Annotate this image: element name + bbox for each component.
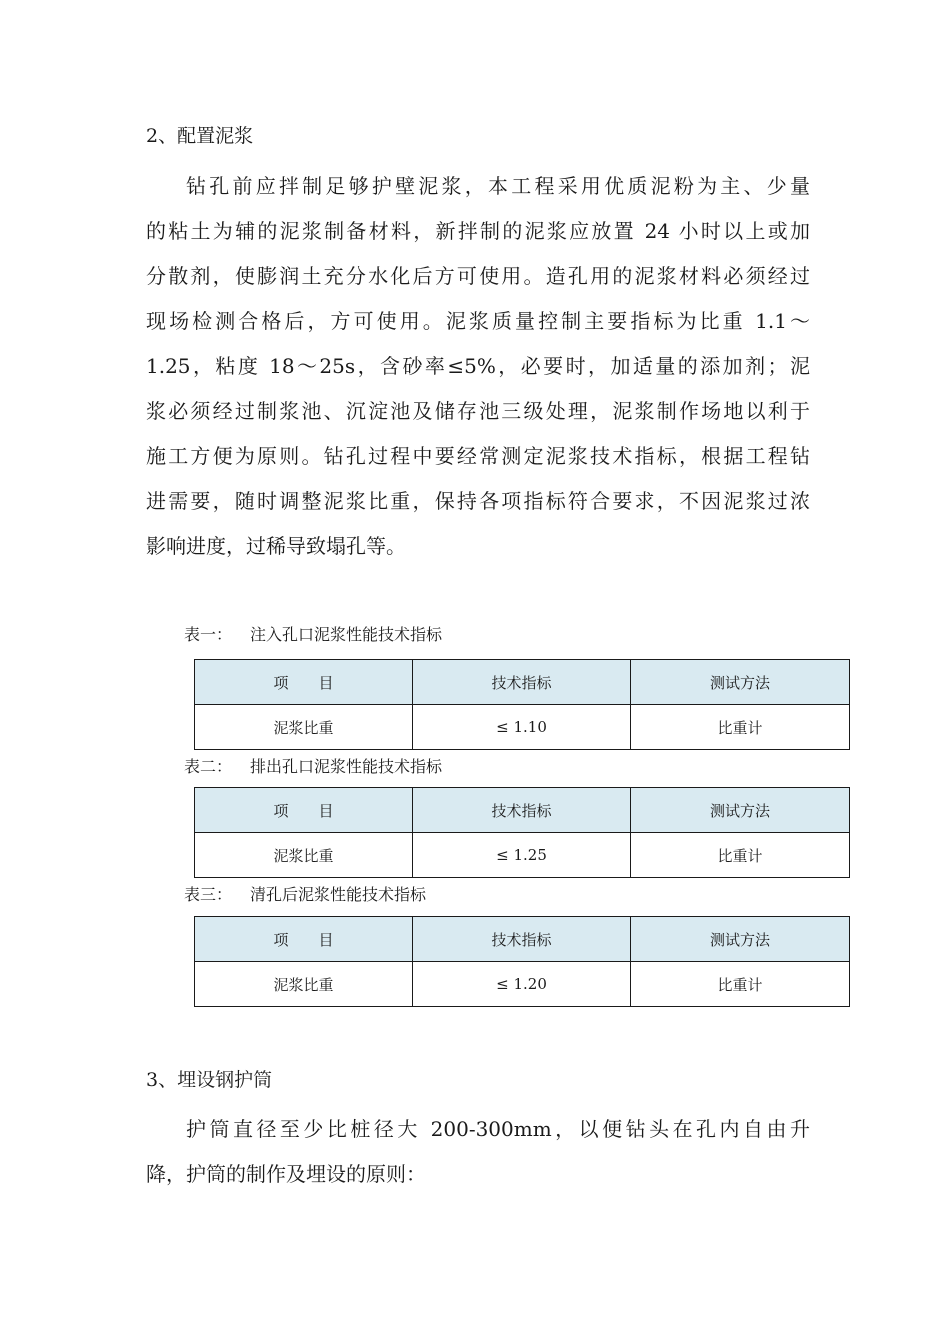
table-1-caption-prefix: 表一：	[184, 625, 233, 644]
table-1-caption	[184, 625, 442, 645]
header-method: 测试方法	[631, 917, 850, 962]
cell-method: 比重计	[631, 833, 850, 878]
paragraph-line: 分散剂，使膨润土充分水化后方可使用。造孔用的泥浆材料必须经过	[146, 264, 810, 288]
table-header-row	[195, 788, 850, 833]
paragraph-line: 进需要，随时调整泥浆比重，保持各项指标符合要求，不因泥浆过浓	[146, 489, 810, 513]
table-1-caption-title: 注入孔口泥浆性能技术指标	[250, 625, 443, 644]
header-item: 项 目	[195, 788, 413, 833]
table-row	[195, 705, 850, 750]
cell-method: 比重计	[631, 962, 850, 1007]
table-2-caption-title: 排出孔口泥浆性能技术指标	[250, 757, 443, 776]
table-row	[195, 962, 850, 1007]
table-header-row	[195, 917, 850, 962]
paragraph-line: 浆必须经过制浆池、沉淀池及储存池三级处理，泥浆制作场地以利于	[146, 399, 810, 423]
table-2-caption-prefix: 表二：	[184, 757, 233, 776]
paragraph-line: 影响进度，过稀导致塌孔等。	[146, 534, 406, 558]
paragraph-line: 现场检测合格后，方可使用。泥浆质量控制主要指标为比重 1.1～	[146, 309, 810, 333]
paragraph-line: 钻孔前应拌制足够护壁泥浆，本工程采用优质泥粉为主、少量	[186, 174, 810, 198]
cell-method: 比重计	[631, 705, 850, 750]
table-2	[194, 787, 850, 878]
header-spec: 技术指标	[413, 788, 631, 833]
cell-item: 泥浆比重	[195, 833, 413, 878]
paragraph-line: 降，护筒的制作及埋设的原则：	[146, 1162, 426, 1186]
header-spec: 技术指标	[413, 917, 631, 962]
paragraph-line: 1.25，粘度 18～25s，含砂率≤5%，必要时，加适量的添加剂；泥	[146, 354, 810, 378]
table-3	[194, 916, 850, 1007]
header-method: 测试方法	[631, 660, 850, 705]
paragraph-line: 的粘土为辅的泥浆制备材料，新拌制的泥浆应放置 24 小时以上或加	[146, 219, 810, 243]
cell-spec: ≤ 1.10	[413, 705, 631, 750]
header-spec: 技术指标	[413, 660, 631, 705]
paragraph-line: 施工方便为原则。钻孔过程中要经常测定泥浆技术指标，根据工程钻	[146, 444, 810, 468]
cell-item: 泥浆比重	[195, 962, 413, 1007]
header-method: 测试方法	[631, 788, 850, 833]
section-2-heading: 2、配置泥浆	[146, 125, 254, 147]
cell-spec: ≤ 1.20	[413, 962, 631, 1007]
section-2-paragraph	[146, 164, 810, 569]
table-3-caption	[184, 885, 426, 905]
cell-spec: ≤ 1.25	[413, 833, 631, 878]
table-2-caption	[184, 757, 442, 777]
paragraph-line: 护筒直径至少比桩径大 200-300mm，以便钻头在孔内自由升	[186, 1117, 810, 1141]
header-item: 项 目	[195, 660, 413, 705]
table-1	[194, 659, 850, 750]
section-3-paragraph	[146, 1107, 810, 1197]
header-item: 项 目	[195, 917, 413, 962]
table-row	[195, 833, 850, 878]
cell-item: 泥浆比重	[195, 705, 413, 750]
table-3-caption-prefix: 表三：	[184, 885, 233, 904]
table-header-row	[195, 660, 850, 705]
section-3-heading: 3、埋设钢护筒	[146, 1069, 273, 1091]
table-3-caption-title: 清孔后泥浆性能技术指标	[250, 885, 427, 904]
